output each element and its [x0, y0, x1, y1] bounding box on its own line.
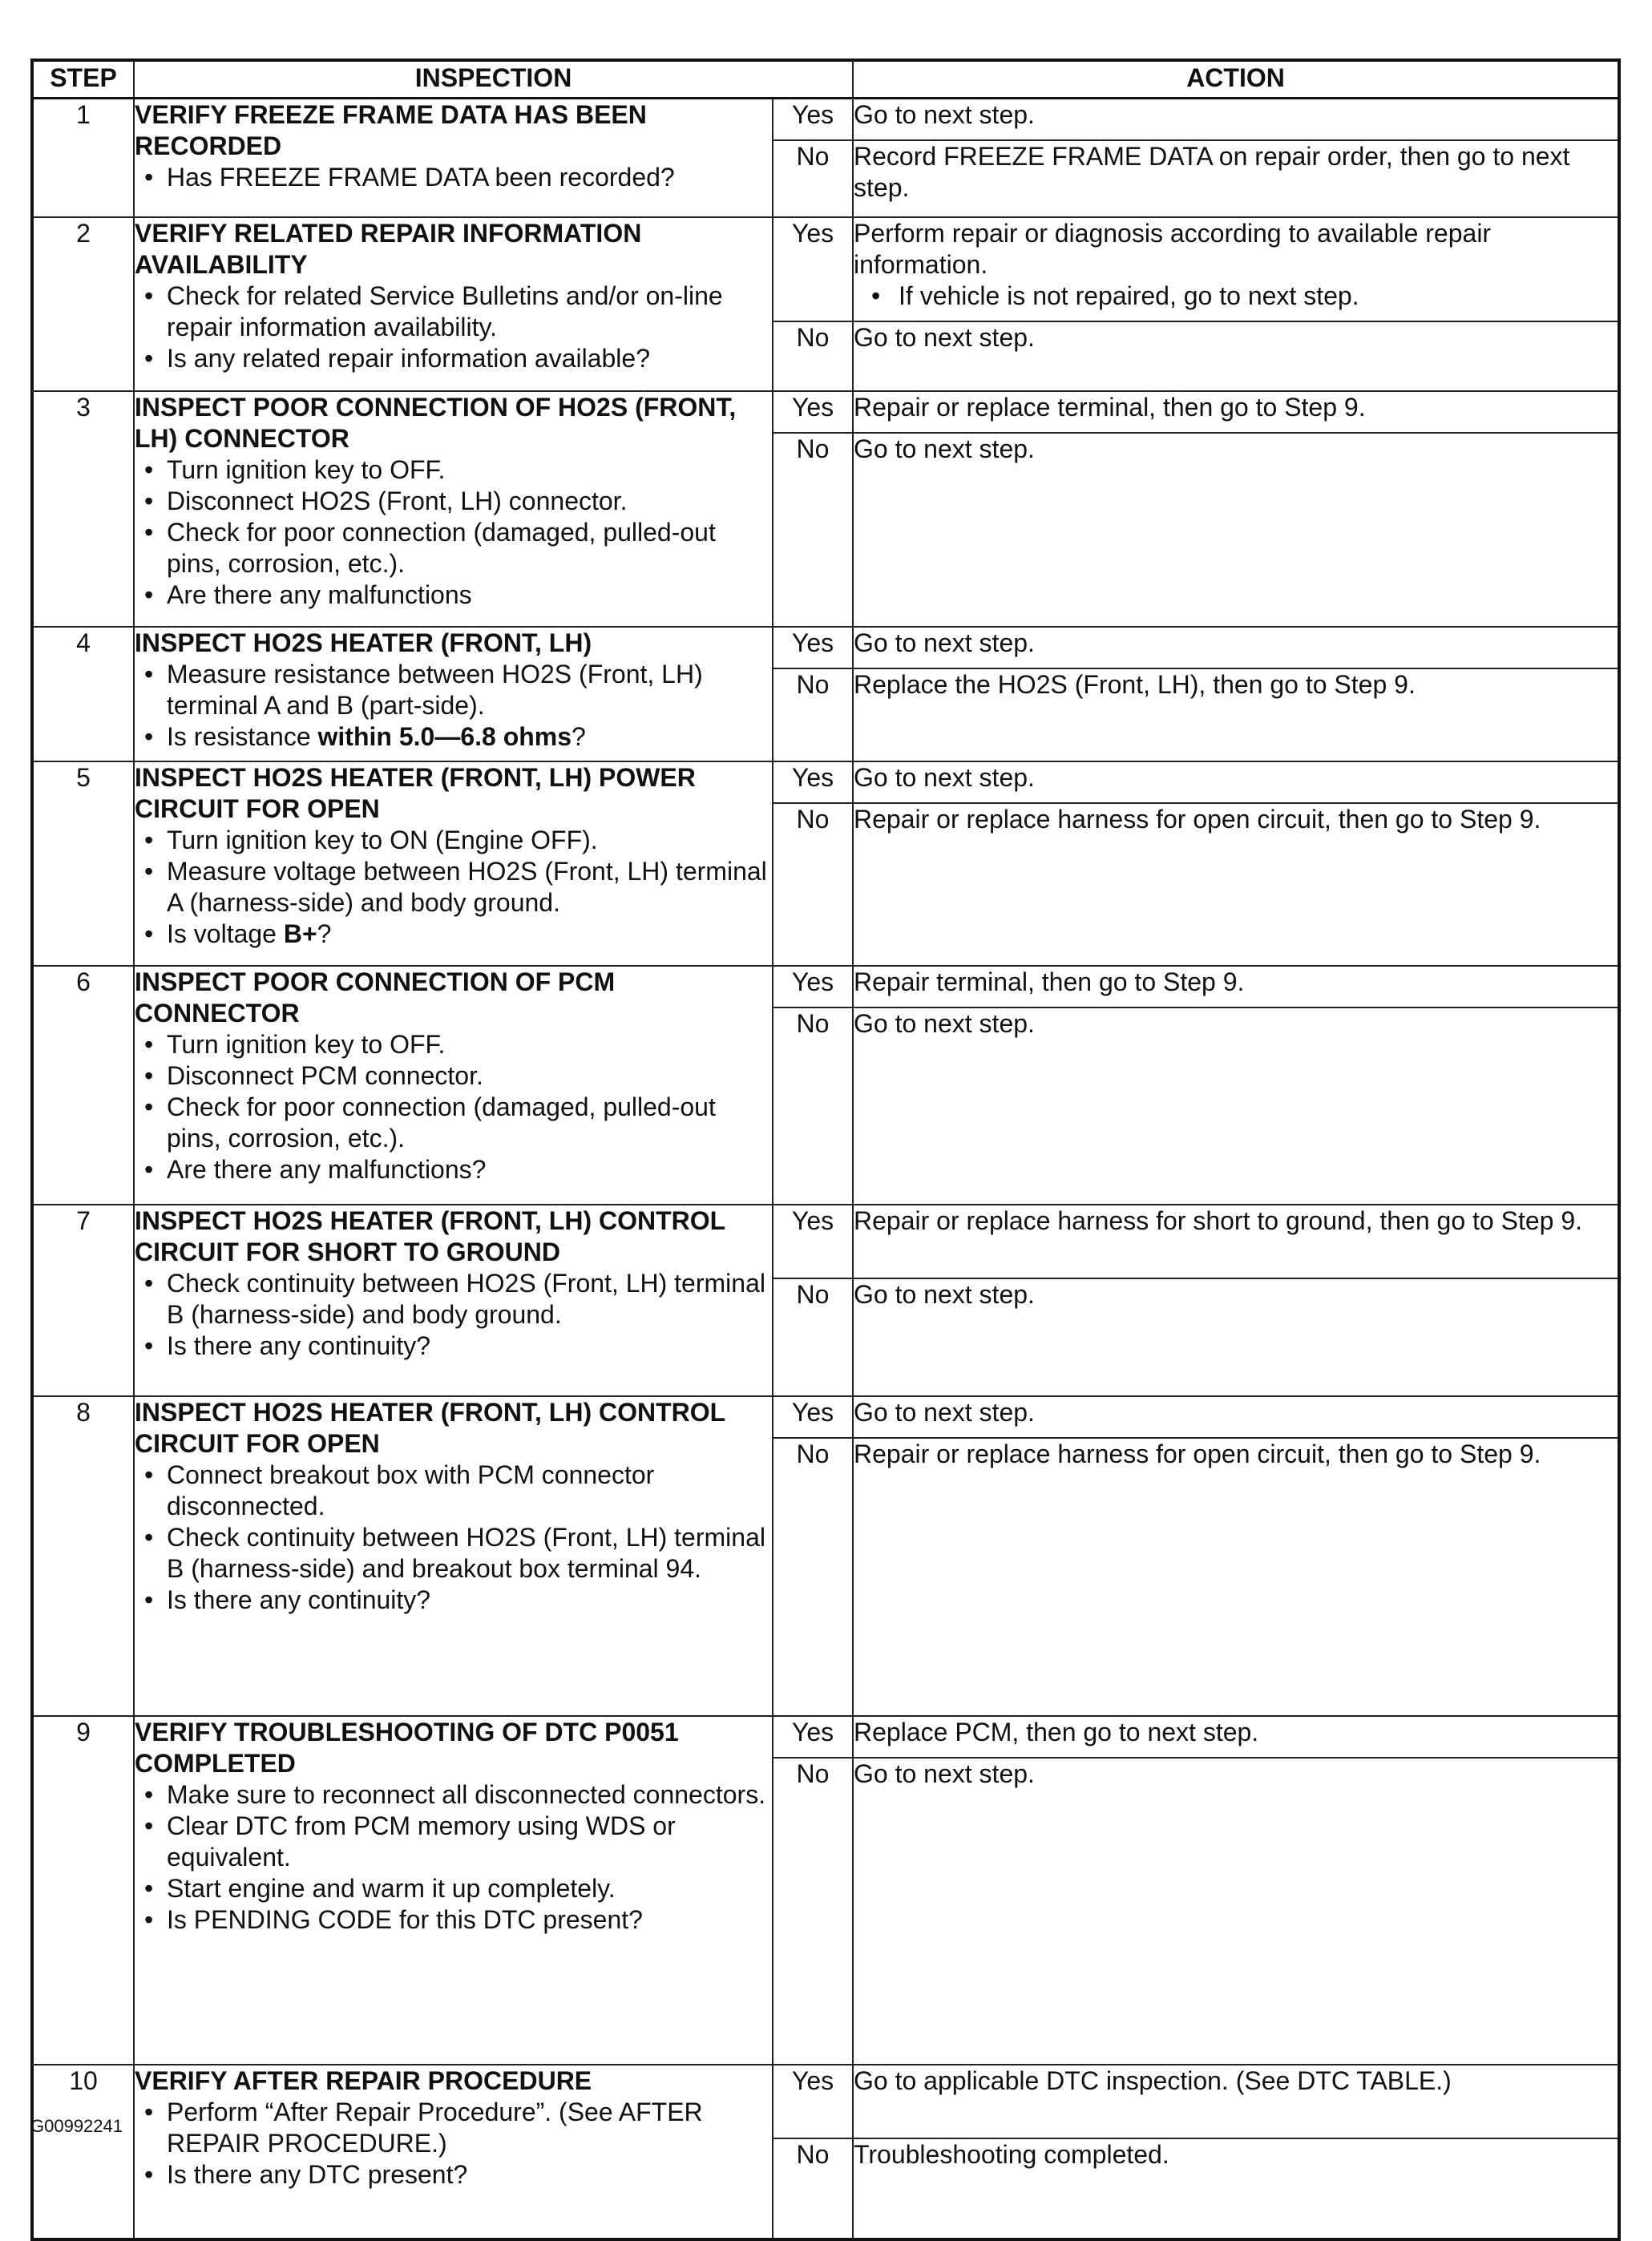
inspection-cell	[134, 1205, 773, 1396]
step-number: 5	[32, 761, 134, 966]
inspection-title: INSPECT HO2S HEATER (FRONT, LH) CONTROL CIRCUIT FOR OPEN	[135, 1397, 725, 1458]
action-yes	[853, 99, 1619, 140]
action-no	[853, 2138, 1619, 2239]
inspection-bullet: • Is there any continuity?	[135, 1330, 772, 1362]
bullet-text: ?	[572, 721, 586, 751]
action-yes	[853, 966, 1619, 1007]
action-no	[853, 140, 1619, 217]
action-no	[853, 668, 1619, 761]
action-bullet: • If vehicle is not repaired, go to next step.	[854, 281, 1618, 312]
step-number: 7	[32, 1205, 134, 1396]
inspection-bullet	[135, 721, 772, 753]
action-no-text: Troubleshooting completed.	[854, 2139, 1169, 2169]
action-yes	[853, 2065, 1619, 2138]
table-row	[32, 2065, 1619, 2138]
answer-yes: Yes	[773, 1396, 853, 1438]
action-no	[853, 803, 1619, 966]
action-no	[853, 321, 1619, 391]
inspection-bullet: • Clear DTC from PCM memory using WDS or equivalent.	[135, 1811, 772, 1873]
action-yes-text: Repair terminal, then go to Step 9.	[854, 967, 1245, 996]
inspection-bullet: • Turn ignition key to OFF.	[135, 1029, 772, 1060]
bullet-text: Is resistance	[167, 721, 318, 751]
action-yes	[853, 627, 1619, 668]
answer-no: No	[773, 668, 853, 761]
troubleshooting-table	[30, 59, 1621, 2241]
step-number: 8	[32, 1396, 134, 1716]
action-no-text: Replace the HO2S (Front, LH), then go to Step 9.	[854, 669, 1416, 699]
bullet-text: Is voltage	[167, 919, 284, 948]
action-no-text: Repair or replace harness for open circuit, then go to Step 9.	[854, 1439, 1541, 1468]
inspection-cell	[134, 627, 773, 761]
action-yes-text: Replace PCM, then go to next step.	[854, 1717, 1259, 1746]
step-number: 6	[32, 966, 134, 1205]
inspection-bullet: • Make sure to reconnect all disconnected connectors.	[135, 1779, 772, 1811]
action-yes	[853, 761, 1619, 803]
inspection-bullet: • Measure resistance between HO2S (Front, LH) terminal A and B (part-side).	[135, 659, 772, 721]
action-yes	[853, 217, 1619, 321]
table-header-row	[32, 60, 1619, 99]
inspection-bullets	[135, 1460, 772, 1616]
header-inspection: INSPECTION	[134, 60, 853, 99]
step-number: 1	[32, 99, 134, 217]
inspection-bullet: • Is there any DTC present?	[135, 2159, 772, 2191]
table-row	[32, 217, 1619, 321]
table-row	[32, 391, 1619, 433]
answer-yes: Yes	[773, 391, 853, 433]
action-yes-text: Go to next step.	[854, 1397, 1035, 1427]
answer-yes: Yes	[773, 217, 853, 321]
answer-yes: Yes	[773, 1205, 853, 1278]
action-no-text: Repair or replace harness for open circuit, then go to Step 9.	[854, 804, 1541, 834]
action-no-text: Record FREEZE FRAME DATA on repair order, then go to next step.	[854, 141, 1570, 202]
inspection-cell	[134, 1396, 773, 1716]
inspection-bullet: • Check for poor connection (damaged, pulled-out pins, corrosion, etc.).	[135, 1092, 772, 1154]
answer-yes: Yes	[773, 966, 853, 1007]
inspection-bullet: • Is there any continuity?	[135, 1585, 772, 1616]
inspection-cell	[134, 391, 773, 627]
action-yes-text: Go to applicable DTC inspection. (See DTC TABLE.)	[854, 2065, 1452, 2095]
inspection-bullet: • Measure voltage between HO2S (Front, LH) terminal A (harness-side) and body ground.	[135, 856, 772, 919]
inspection-cell	[134, 966, 773, 1205]
action-no-text: Go to next step.	[854, 1008, 1035, 1038]
answer-no: No	[773, 1438, 853, 1716]
inspection-bullet: • Are there any malfunctions	[135, 579, 772, 611]
inspection-bullets	[135, 1268, 772, 1362]
inspection-bullet: • Are there any malfunctions?	[135, 1154, 772, 1185]
inspection-bullet: • Start engine and warm it up completely.	[135, 1873, 772, 1904]
answer-yes: Yes	[773, 2065, 853, 2138]
inspection-title: INSPECT HO2S HEATER (FRONT, LH) CONTROL CIRCUIT FOR SHORT TO GROUND	[135, 1205, 725, 1266]
answer-no: No	[773, 1278, 853, 1396]
action-yes	[853, 391, 1619, 433]
inspection-bullet: • Check for poor connection (damaged, pulled-out pins, corrosion, etc.).	[135, 517, 772, 579]
inspection-cell	[134, 99, 773, 217]
answer-no: No	[773, 803, 853, 966]
answer-no: No	[773, 2138, 853, 2239]
bullet-spec-value: B+	[283, 919, 317, 948]
answer-no: No	[773, 1007, 853, 1205]
table-row	[32, 1205, 1619, 1278]
answer-yes: Yes	[773, 761, 853, 803]
step-number: 10	[32, 2065, 134, 2239]
action-no-text: Go to next step.	[854, 1279, 1035, 1309]
answer-yes: Yes	[773, 99, 853, 140]
action-yes-text: Go to next step.	[854, 762, 1035, 792]
answer-no: No	[773, 140, 853, 217]
action-yes-text: Perform repair or diagnosis according to available repair information.	[854, 218, 1492, 279]
inspection-cell	[134, 1716, 773, 2065]
inspection-bullet: • Disconnect HO2S (Front, LH) connector.	[135, 486, 772, 517]
inspection-bullets	[135, 281, 772, 374]
inspection-title: VERIFY FREEZE FRAME DATA HAS BEEN RECORDED	[135, 100, 647, 160]
inspection-title: INSPECT POOR CONNECTION OF HO2S (FRONT, LH) CONNECTOR	[135, 392, 737, 453]
inspection-bullet: • Disconnect PCM connector.	[135, 1060, 772, 1092]
action-yes-bullets	[854, 281, 1618, 312]
inspection-cell	[134, 2065, 773, 2239]
answer-yes: Yes	[773, 627, 853, 668]
answer-no: No	[773, 321, 853, 391]
action-yes	[853, 1396, 1619, 1438]
inspection-title: INSPECT POOR CONNECTION OF PCM CONNECTOR	[135, 967, 616, 1028]
action-no	[853, 1278, 1619, 1396]
inspection-cell	[134, 761, 773, 966]
answer-no: No	[773, 1758, 853, 2065]
inspection-title: VERIFY TROUBLESHOOTING OF DTC P0051 COMPLETED	[135, 1717, 679, 1778]
inspection-bullets	[135, 2097, 772, 2191]
action-no-text: Go to next step.	[854, 1758, 1035, 1788]
inspection-title: VERIFY AFTER REPAIR PROCEDURE	[135, 2065, 592, 2095]
answer-yes: Yes	[773, 1716, 853, 1758]
action-no-text: Go to next step.	[854, 434, 1035, 463]
step-number: 4	[32, 627, 134, 761]
inspection-bullet: • Perform “After Repair Procedure”. (See AFTER REPAIR PROCEDURE.)	[135, 2097, 772, 2159]
action-yes-text: Go to next step.	[854, 100, 1035, 129]
table-row	[32, 966, 1619, 1007]
inspection-bullet: • Check continuity between HO2S (Front, LH) terminal B (harness-side) and breakout box terminal 94.	[135, 1522, 772, 1585]
action-no	[853, 1758, 1619, 2065]
step-number: 3	[32, 391, 134, 627]
action-no-text: Go to next step.	[854, 322, 1035, 352]
table-row	[32, 1716, 1619, 1758]
inspection-bullets	[135, 825, 772, 950]
inspection-bullet: • Connect breakout box with PCM connector disconnected.	[135, 1460, 772, 1522]
inspection-bullet: • Turn ignition key to OFF.	[135, 454, 772, 486]
figure-code: G00992241	[30, 2116, 123, 2136]
inspection-bullet: • Check for related Service Bulletins and/or on-line repair information availability.	[135, 281, 772, 343]
inspection-bullets	[135, 454, 772, 611]
action-yes-text: Repair or replace harness for short to ground, then go to Step 9.	[854, 1205, 1582, 1235]
inspection-cell	[134, 217, 773, 391]
inspection-bullets	[135, 162, 772, 193]
header-step: STEP	[32, 60, 134, 99]
action-no	[853, 1007, 1619, 1205]
step-number: 9	[32, 1716, 134, 2065]
action-yes	[853, 1205, 1619, 1278]
action-yes-text: Repair or replace terminal, then go to Step 9.	[854, 392, 1366, 422]
table-row	[32, 761, 1619, 803]
bullet-text: ?	[317, 919, 332, 948]
answer-no: No	[773, 433, 853, 627]
inspection-bullet: • Is PENDING CODE for this DTC present?	[135, 1904, 772, 1936]
header-action: ACTION	[853, 60, 1619, 99]
table-body	[32, 99, 1619, 2239]
inspection-title: INSPECT HO2S HEATER (FRONT, LH) POWER CIRCUIT FOR OPEN	[135, 762, 696, 823]
inspection-bullet: • Check continuity between HO2S (Front, LH) terminal B (harness-side) and body ground.	[135, 1268, 772, 1330]
step-number: 2	[32, 217, 134, 391]
inspection-bullets	[135, 659, 772, 753]
action-yes	[853, 1716, 1619, 1758]
table-row	[32, 627, 1619, 668]
bullet-spec-value: within 5.0—6.8 ohms	[317, 721, 572, 751]
action-yes-text: Go to next step.	[854, 628, 1035, 657]
inspection-title: INSPECT HO2S HEATER (FRONT, LH)	[135, 628, 592, 657]
inspection-bullet: • Turn ignition key to ON (Engine OFF).	[135, 825, 772, 856]
inspection-bullet	[135, 919, 772, 950]
action-no	[853, 433, 1619, 627]
inspection-bullets	[135, 1029, 772, 1185]
table-row	[32, 99, 1619, 140]
inspection-bullets	[135, 1779, 772, 1936]
table-row	[32, 1396, 1619, 1438]
inspection-title: VERIFY RELATED REPAIR INFORMATION AVAILABILITY	[135, 218, 642, 279]
inspection-bullet: • Has FREEZE FRAME DATA been recorded?	[135, 162, 772, 193]
inspection-bullet: • Is any related repair information available?	[135, 343, 772, 374]
action-no	[853, 1438, 1619, 1716]
